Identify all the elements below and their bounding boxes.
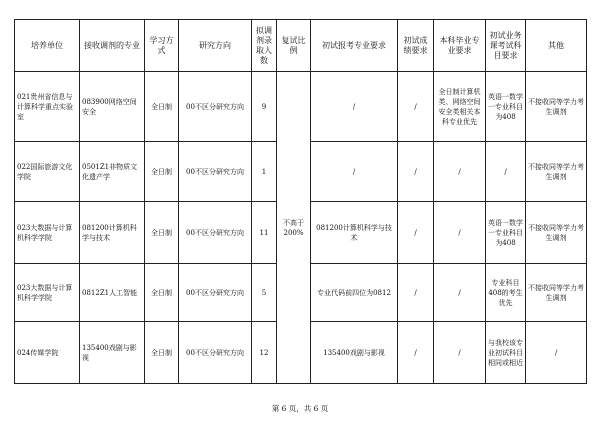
cell-score-req: / <box>398 202 434 264</box>
cell-direction: 00不区分研究方向 <box>179 202 252 264</box>
header-score-req: 初试成绩要求 <box>398 20 434 72</box>
header-unit: 培养单位 <box>15 20 80 72</box>
cell-score-req: / <box>398 142 434 202</box>
cell-study-mode: 全日制 <box>145 202 179 264</box>
cell-subject-req: 与我校该专业初试科目相同或相近 <box>486 322 526 384</box>
cell-other: 不接收同等学力考生调剂 <box>526 264 587 322</box>
cell-study-mode: 全日制 <box>145 322 179 384</box>
cell-unit: 023大数据与计算机科学学院 <box>15 264 80 322</box>
cell-direction: 00不区分研究方向 <box>179 264 252 322</box>
cell-other: 不接收同等学力考生调剂 <box>526 72 587 142</box>
cell-undergrad-req: / <box>434 142 486 202</box>
cell-direction: 00不区分研究方向 <box>179 322 252 384</box>
cell-major: 0812Z1人工智能 <box>80 264 145 322</box>
cell-ratio: 不高于200% <box>277 72 311 384</box>
header-other: 其他 <box>526 20 587 72</box>
cell-exam-major-req: / <box>311 142 398 202</box>
cell-other: 不接收同等学力考生调剂 <box>526 142 587 202</box>
table-row <box>15 72 587 142</box>
cell-undergrad-req: / <box>434 202 486 264</box>
cell-undergrad-req: / <box>434 322 486 384</box>
cell-unit: 022国际旅游文化学院 <box>15 142 80 202</box>
cell-major: 081200计算机科学与技术 <box>80 202 145 264</box>
cell-exam-major-req: / <box>311 72 398 142</box>
header-quota: 拟调剂录取人数 <box>252 20 277 72</box>
cell-quota: 9 <box>252 72 277 142</box>
cell-study-mode: 全日制 <box>145 142 179 202</box>
cell-major: 135400戏剧与影视 <box>80 322 145 384</box>
header-study-mode: 学习方式 <box>145 20 179 72</box>
page-number: 第 6 页，共 6 页 <box>271 404 329 413</box>
header-exam-major-req: 初试报考专业要求 <box>311 20 398 72</box>
cell-quota: 1 <box>252 142 277 202</box>
cell-direction: 00不区分研究方向 <box>179 72 252 142</box>
cell-score-req: / <box>398 264 434 322</box>
cell-exam-major-req: 专业代码前四位为0812 <box>311 264 398 322</box>
cell-study-mode: 全日制 <box>145 72 179 142</box>
cell-unit: 021贵州省信息与计算科学重点实验室 <box>15 72 80 142</box>
cell-other: 不接收同等学力考生调剂 <box>526 202 587 264</box>
cell-direction: 00不区分研究方向 <box>179 142 252 202</box>
header-major: 接收调剂的专业 <box>80 20 145 72</box>
cell-exam-major-req: 081200计算机科学与技术 <box>311 202 398 264</box>
cell-undergrad-req: 全日制计算机类、网络空间安全类相关本科专业优先 <box>434 72 486 142</box>
cell-other: / <box>526 322 587 384</box>
header-ratio: 复试比例 <box>277 20 311 72</box>
adjustment-table <box>14 19 587 384</box>
cell-major: 083900网络空间安全 <box>80 72 145 142</box>
cell-unit: 024传媒学院 <box>15 322 80 384</box>
cell-quota: 12 <box>252 322 277 384</box>
cell-major: 0501Z1非物质文化遗产学 <box>80 142 145 202</box>
cell-undergrad-req: / <box>434 264 486 322</box>
cell-subject-req: 英语一数学一专业科目为408 <box>486 72 526 142</box>
cell-score-req: / <box>398 322 434 384</box>
cell-quota: 11 <box>252 202 277 264</box>
header-subject-req: 初试业务课考试科目要求 <box>486 20 526 72</box>
cell-exam-major-req: 135400戏剧与影视 <box>311 322 398 384</box>
cell-study-mode: 全日制 <box>145 264 179 322</box>
cell-subject-req: 英语一数学一专业科目为408 <box>486 202 526 264</box>
header-row <box>15 20 587 72</box>
header-direction: 研究方向 <box>179 20 252 72</box>
cell-subject-req: / <box>486 142 526 202</box>
header-undergrad-req: 本科毕业专业要求 <box>434 20 486 72</box>
cell-unit: 023大数据与计算机科学学院 <box>15 202 80 264</box>
cell-score-req: / <box>398 72 434 142</box>
cell-quota: 5 <box>252 264 277 322</box>
cell-subject-req: 专业科目408的考生优先 <box>486 264 526 322</box>
